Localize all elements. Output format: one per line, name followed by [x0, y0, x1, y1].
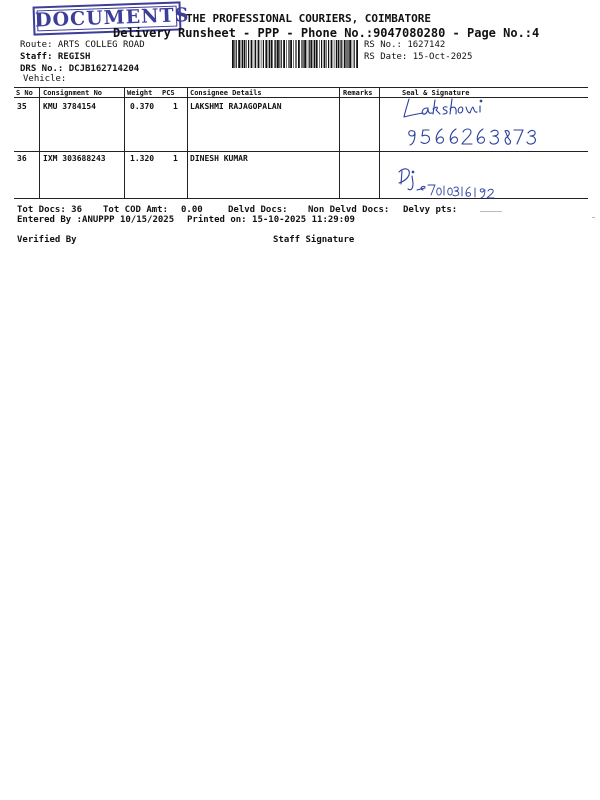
barcode-bar: [301, 40, 302, 68]
row-1-pcs: 1: [173, 102, 178, 111]
barcode-bar: [352, 40, 353, 68]
barcode-bar: [354, 40, 355, 68]
col-divider: [339, 87, 340, 199]
row-2-consignee: DINESH KUMAR: [190, 154, 248, 163]
row-2-weight: 1.320: [130, 154, 155, 163]
barcode-bar: [307, 40, 308, 68]
barcode-bar: [242, 40, 243, 68]
barcode-bar: [261, 40, 262, 68]
signature-dinesh: [395, 163, 505, 205]
row-1-consignment: KMU 3784154: [43, 102, 96, 111]
table-top-rule: [14, 87, 588, 88]
col-header-remarks: Remarks: [343, 89, 373, 97]
col-divider: [124, 87, 125, 199]
barcode-bar: [298, 40, 300, 68]
barcode-bar: [314, 40, 315, 68]
printed-on: Printed on: 15-10-2025 11:29:09: [187, 215, 355, 225]
tot-cod-label: Tot COD Amt:: [103, 205, 169, 215]
barcode-bar: [286, 40, 287, 68]
verified-by: Verified By: [17, 235, 77, 245]
barcode-bar: [310, 40, 312, 68]
tot-docs: Tot Docs: 36: [17, 205, 83, 215]
barcode-bar: [263, 40, 264, 68]
barcode-bar: [241, 40, 242, 68]
barcode-bar: [271, 40, 273, 68]
vehicle-label: Vehicle:: [23, 74, 67, 84]
barcode-bar: [277, 40, 279, 68]
barcode-bar: [288, 40, 289, 68]
barcode-bar: [336, 40, 337, 68]
row-1-consignee: LAKSHMI RAJAGOPALAN: [190, 102, 282, 111]
col-header-sno: S No: [16, 89, 33, 97]
barcode-bar: [254, 40, 255, 68]
barcode-bar: [255, 40, 256, 68]
delvy-pts: Delvy pts:: [403, 205, 458, 215]
rs-number: RS No.: 1627142: [364, 40, 446, 50]
barcode-bar: [331, 40, 333, 68]
col-header-signature: Seal & Signature: [402, 89, 470, 97]
barcode-bar: [244, 40, 246, 68]
barcode-bar: [334, 40, 335, 68]
row-2-sno: 36: [17, 154, 27, 163]
barcode-bar: [313, 40, 314, 68]
barcode-bar: [236, 40, 237, 68]
barcode-bar: [238, 40, 240, 68]
barcode-bar: [321, 40, 322, 68]
barcode-bar: [316, 40, 318, 68]
barcode-bar: [275, 40, 276, 68]
barcode-bar: [248, 40, 249, 68]
staff-label: Staff: REGISH: [20, 52, 91, 62]
company-title: THE PROFESSIONAL COURIERS, COIMBATORE: [186, 12, 432, 25]
barcode-bar: [309, 40, 310, 68]
barcode-bar: [281, 40, 282, 68]
barcode-bar: [324, 40, 326, 68]
barcode-bar: [293, 40, 294, 68]
dash-mark: [480, 211, 502, 212]
tot-cod-value: 0.00: [181, 205, 203, 215]
barcode-bar: [341, 40, 342, 68]
barcode-bar: [251, 40, 253, 68]
barcode-bar: [234, 40, 235, 68]
barcode-bar: [290, 40, 292, 68]
entered-by: Entered By :ANUPPP 10/15/2025: [17, 215, 175, 225]
barcode-bar: [338, 40, 340, 68]
rs-date: RS Date: 15-Oct-2025: [364, 52, 473, 62]
barcode-bar: [356, 40, 358, 68]
stamp-text: DOCUMENTS: [34, 4, 190, 32]
route-label: Route: ARTS COLLEG ROAD: [20, 40, 145, 50]
row-2-consignment: IXM 303688243: [43, 154, 106, 163]
barcode-bar: [347, 40, 348, 68]
barcode-bar: [268, 40, 269, 68]
barcode-bar: [269, 40, 270, 68]
barcode-bar: [346, 40, 347, 68]
barcode-bar: [304, 40, 306, 68]
barcode-bar: [319, 40, 320, 68]
drs-number: DRS No.: DCJB162714204: [20, 64, 140, 74]
col-divider: [187, 87, 188, 199]
signature-lakshmi: [395, 96, 555, 156]
barcode-bar: [344, 40, 346, 68]
row-1-sno: 35: [17, 102, 27, 111]
delvd-docs: Delvd Docs:: [228, 205, 288, 215]
barcode-bar: [232, 40, 234, 68]
col-header-consignment: Consignment No: [43, 89, 103, 97]
non-delvd-docs: Non Delvd Docs:: [308, 205, 390, 215]
runsheet-subtitle: Delivery Runsheet - PPP - Phone No.:9047080280 - Page No.:4: [113, 26, 540, 40]
barcode-bar: [302, 40, 303, 68]
row-2-pcs: 1: [173, 154, 178, 163]
barcode-bar: [274, 40, 275, 68]
staff-signature: Staff Signature: [273, 235, 355, 245]
col-header-pcs: PCS: [162, 89, 175, 97]
col-header-weight: Weight: [127, 89, 153, 97]
barcode-bar: [328, 40, 329, 68]
barcode-bar: [340, 40, 341, 68]
barcode: [232, 40, 360, 68]
barcode-bar: [246, 40, 247, 68]
dash-mark: [592, 217, 595, 218]
col-header-consignee: Consignee Details: [190, 89, 262, 97]
barcode-bar: [349, 40, 351, 68]
barcode-bar: [279, 40, 280, 68]
barcode-bar: [265, 40, 267, 68]
barcode-bar: [295, 40, 296, 68]
row-1-weight: 0.370: [130, 102, 155, 111]
col-divider: [379, 87, 380, 199]
barcode-bar: [258, 40, 260, 68]
barcode-bar: [283, 40, 285, 68]
barcode-bar: [326, 40, 327, 68]
col-divider: [39, 87, 40, 199]
